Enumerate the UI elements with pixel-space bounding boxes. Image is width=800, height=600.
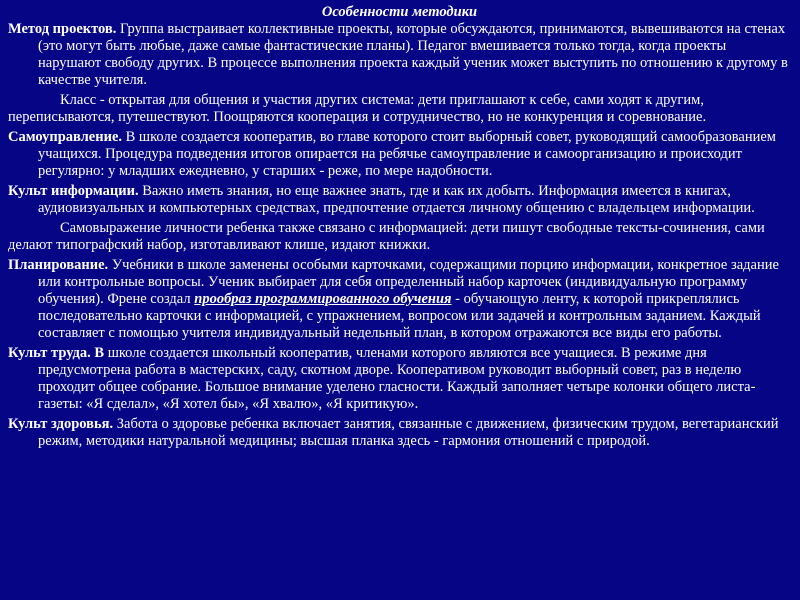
paragraph-health — [8, 416, 791, 450]
paragraph-self-expression: Самовыражение личности ребенка также связано с информацией: дети пишут свободные тексты-сочинения, сами делают типографский набор, изготавливают клише, издают книжки. — [8, 220, 765, 253]
text-planning-1: Учебники в школе заменены особыми карточками, содержащими порцию информации, конкретное задание или контрольные вопросы. Ученик выбирает для себя определенный набор карточек (индивидуальную программу обучения). Френе создал — [38, 257, 779, 307]
paragraph-planning — [8, 257, 791, 342]
paragraph-projects — [8, 21, 791, 89]
lead-planning: Планирование. — [8, 257, 109, 273]
paragraph-class-open: Класс - открытая для общения и участия других система: дети приглашают к себе, сами ходят к другим, переписываются, путешествуют. Поощряются кооперация и сотрудничество, но не конкуренция и соревнование. — [8, 92, 707, 125]
text-planning-2: - обучающую ленту, к которой прикреплялись последовательно карточки с информацией, с упражнением, вопросом или задачей и контрольным заданием. Каждый составляет с помощью учителя индивидуальный недельный план, в котором отражаются все виды его работы. — [38, 291, 761, 341]
paragraph-selfgov — [8, 129, 791, 180]
paragraph-info — [8, 183, 791, 217]
text-selfgov: В школе создается кооператив, во главе которого стоит выборный совет, руководящий самообразованием учащихся. Процедура подведения итогов опирается на ребячье самоуправление и самоорганизацию и происходит регулярно: у младших ежедневно, у старших - реже, по мере надобности. — [38, 129, 776, 179]
paragraph-labor — [8, 345, 791, 413]
lead-labor: Культ труда. В — [8, 345, 105, 361]
lead-projects: Метод проектов. — [8, 21, 117, 37]
text-info: Важно иметь знания, но еще важнее знать, где и как их добыть. Информация имеется в книгах, аудиовизуальных и компьютерных средствах, предпочтение отдается личному общению с владельцем информации. — [38, 183, 755, 216]
emphasis-programmed-learning: прообраз программированного обучения — [194, 291, 452, 307]
text-projects: Группа выстраивает коллективные проекты, которые обсуждаются, принимаются, вывешиваются на стенах (это могут быть любые, даже самые фантастические планы). Педагог вмешивается только тогда, когда проекты нарушают свободу других. В процессе выполнения проекта каждый ученик может выступить по отношению к другому в качестве учителя. — [38, 21, 788, 88]
lead-selfgov: Самоуправление. — [8, 129, 123, 145]
text-health: Забота о здоровье ребенка включает занятия, связанные с движением, физическим трудом, вегетарианский режим, методики натуральной медицины; высшая планка здесь - гармония отношений с природой. — [38, 416, 779, 449]
lead-health: Культ здоровья. — [8, 416, 114, 432]
lead-info: Культ информации. — [8, 183, 139, 199]
page-title: Особенности методики — [321, 4, 478, 20]
text-labor: школе создается школьный кооператив, членами которого являются все учащиеся. В режиме дня предусмотрена работа в мастерских, саду, скотном дворе. Кооперативом руководит выборный совет, раз в неделю проходит общее собрание. Большое внимание уделено гласности. Каждый заполняет четыре колонки общего листа-газеты: «Я сделал», «Я хотел бы», «Я хвалю», «Я критикую». — [38, 345, 756, 412]
